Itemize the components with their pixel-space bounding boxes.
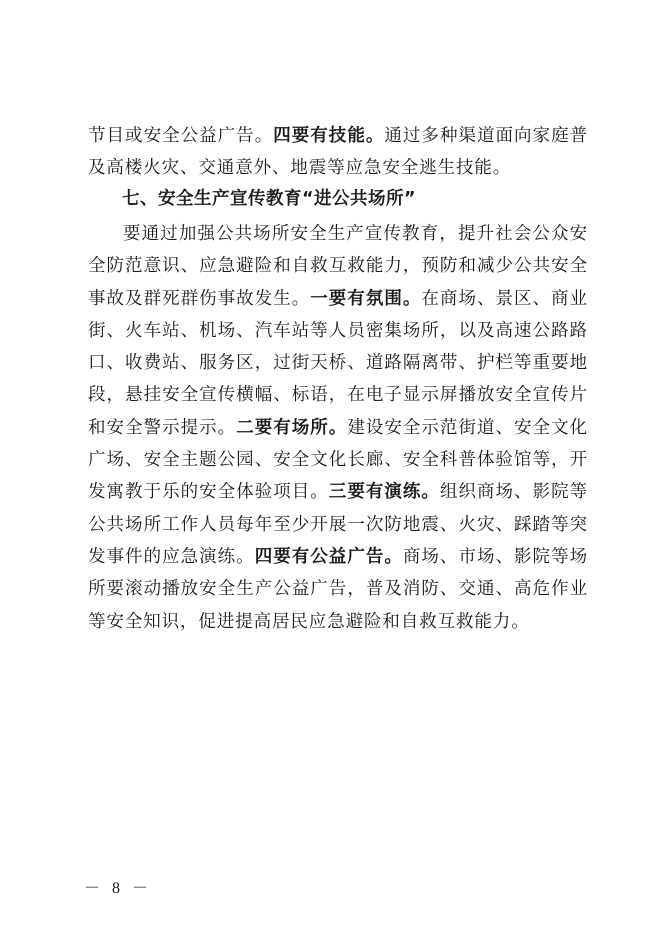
paragraph-text: 在商场、景区、商业街、火车站、机场、汽车站等人员密集场所，以及高速公路路口、收费站、服务区，过街天桥、道路隔离带、护栏等重要地段，悬挂安全宣传横幅、标语，在电子显示屏播放安全宣传片和安全警示提示。 <box>88 288 588 438</box>
paragraph-text: 建设安全示范街道、安全文化广场、安全主题公园、安全文化长廊、安全科普体验馆等，开发寓教于乐的安全体验项目。 <box>88 417 588 503</box>
paragraph-public-places <box>88 218 588 638</box>
paragraph-text: 节目或安全公益广告。 <box>88 126 274 146</box>
paragraph-text: 要通过加强公共场所安全生产宣传教育，提升社会公众安全防范意识、应急避险和自救互救能力，预防和减少公共安全事故及群死群伤事故发生。 <box>88 224 588 309</box>
paragraph-continued <box>88 120 588 185</box>
bold-lead-skills: 四要有技能。 <box>273 126 385 146</box>
page-number: － 8 － <box>84 880 153 897</box>
bold-lead-drills: 三要有演练。 <box>328 482 440 503</box>
bold-lead-atmosphere: 一要有氛围。 <box>310 288 422 309</box>
paragraph-text: 商场、市场、影院等场所要滚动播放安全生产公益广告，普及消防、交通、高危作业等安全知识，促进提高居民应急避险和自救互救能力。 <box>88 546 588 632</box>
bold-lead-venues: 二要有场所。 <box>236 417 348 438</box>
paragraph-text: 组织商场、影院等公共场所工作人员每年至少开展一次防地震、火灾、踩踏等突发事件的应急演练。 <box>88 482 588 567</box>
section-heading: 七、安全生产宣传教育“进公共场所” <box>122 189 417 209</box>
paragraph-text: 通过多种渠道面向家庭普及高楼火灾、交通意外、地震等应急安全逃生技能。 <box>88 126 589 179</box>
bold-lead-ads: 四要有公益广告。 <box>254 546 403 567</box>
